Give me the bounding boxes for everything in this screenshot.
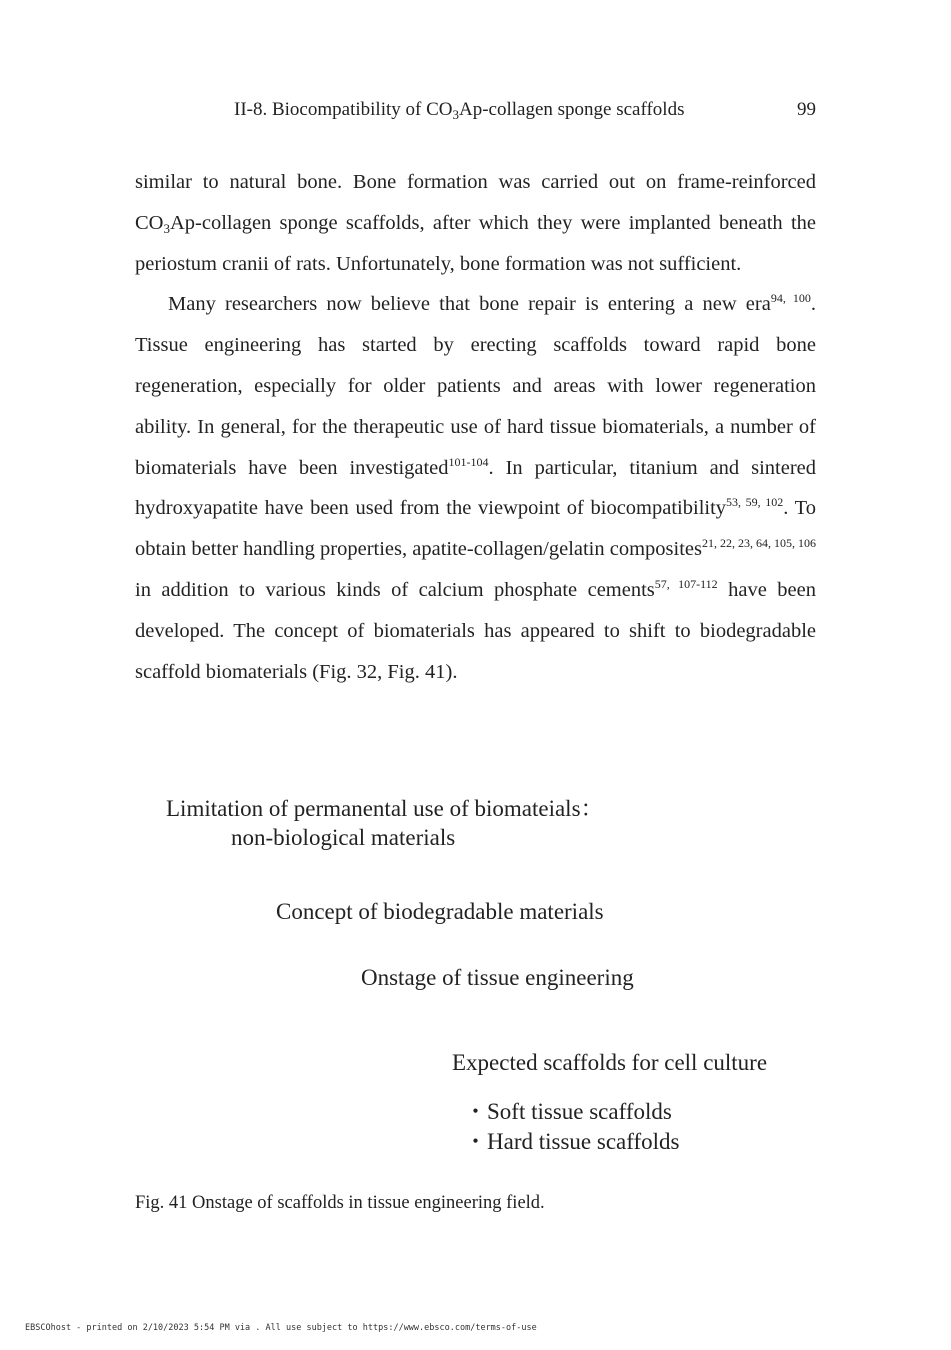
body-text [135, 162, 816, 692]
subscript: 3 [163, 220, 170, 236]
diagram-step-biodegradable: Concept of biodegradable materials [276, 899, 604, 924]
footer-notice: EBSCOhost - printed on 2/10/2023 5:54 PM via . All use subject to https://www.ebsco.com/terms-of-use [25, 1323, 537, 1333]
paragraph-text: Ap-collagen sponge scaffolds, after which they were implanted beneath the periostum cranii of rats. Unfortunately, bone formation was not sufficient. [135, 211, 816, 275]
citation-superscript: 53, 59, 102 [726, 495, 784, 510]
running-head-title [234, 96, 684, 124]
paragraph-2 [135, 284, 816, 692]
paragraph-text: have been developed. The concept of biomaterials has appeared to shift to biodegradable scaffold biomaterials (Fig. 32, Fig. 41). [135, 578, 816, 683]
paragraph-1 [135, 162, 816, 284]
diagram-step-expected-scaffolds: Expected scaffolds for cell culture [452, 1050, 768, 1075]
running-head-title-text: II-8. Biocompatibility of CO [234, 99, 453, 120]
running-head [230, 96, 820, 124]
paragraph-text: . To obtain better handling properties, apatite-collagen/gelatin composites [135, 497, 816, 561]
paragraph-text: similar to natural bone. Bone formation was carried out on frame-reinforced CO [135, 171, 816, 234]
diagram-list-item-soft: ・Soft tissue scaffolds [464, 1099, 672, 1124]
diagram-list-item-hard: ・Hard tissue scaffolds [464, 1129, 680, 1154]
figure-caption: Fig. 41 Onstage of scaffolds in tissue engineering field. [135, 1193, 545, 1213]
running-head-title-text-end: Ap-collagen sponge scaffolds [458, 99, 685, 120]
paragraph-text: . In particular, titanium and sintered hydroxyapatite have been used from the viewpoint of biocompatibility [135, 456, 816, 520]
citation-superscript: 94, 100 [770, 291, 811, 306]
diagram-step-limitation-detail: non-biological materials [231, 825, 456, 850]
diagram-step-limitation: Limitation of permanental use of biomateials： [166, 796, 604, 821]
paragraph-text: in addition to various kinds of calcium phosphate cements [135, 578, 655, 601]
running-head-subscript: 3 [452, 107, 459, 122]
page-number: 99 [797, 99, 816, 120]
paragraph-text: . Tissue engineering has started by erecting scaffolds toward rapid bone regeneration, especially for older patients and areas with lower regeneration ability. In general, for the therapeutic use of hard tissue biomaterials, a number of biomaterials have been investigated [135, 293, 817, 479]
citation-superscript: 57, 107-112 [654, 576, 718, 591]
citation-superscript: 101-104 [448, 454, 489, 469]
citation-superscript: 21, 22, 23, 64, 105, 106 [702, 536, 817, 551]
paragraph-text: Many researchers now believe that bone repair is entering a new era [168, 293, 771, 316]
diagram-step-tissue-engineering: Onstage of tissue engineering [361, 965, 634, 990]
